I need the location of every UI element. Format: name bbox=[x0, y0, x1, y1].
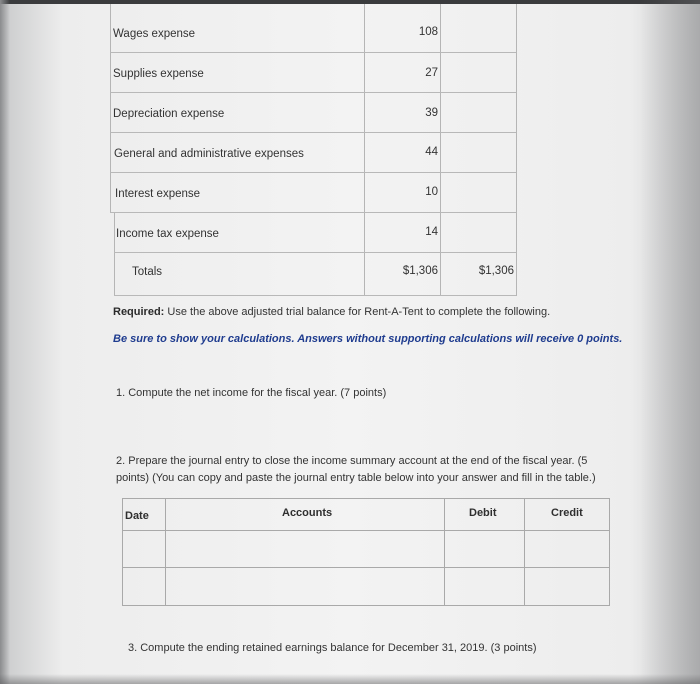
debit-cell[interactable] bbox=[445, 568, 524, 605]
accounts-cell[interactable] bbox=[166, 568, 444, 605]
required-label: Required: bbox=[113, 306, 165, 318]
totals-label: Totals bbox=[132, 266, 163, 278]
table-row-account: Interest expense bbox=[115, 188, 201, 200]
required-text: Use the above adjusted trial balance for Rent-A-Tent to complete the following. bbox=[164, 306, 551, 318]
question-2: 2. Prepare the journal entry to close the income summary account at the end of the fiscal year. (5 points) (You can copy and paste the journal entry table below into your answer and fill in the table.) bbox=[116, 455, 596, 484]
column-header-accounts: Accounts bbox=[282, 507, 333, 519]
table-row-debit: 27 bbox=[425, 67, 438, 79]
date-cell[interactable] bbox=[123, 531, 165, 567]
column-header-credit: Credit bbox=[551, 507, 583, 519]
credit-cell[interactable] bbox=[525, 568, 609, 605]
table-row-account: Income tax expense bbox=[116, 228, 219, 240]
question-3: 3. Compute the ending retained earnings balance for December 31, 2019. (3 points) bbox=[128, 642, 537, 654]
table-row-account: General and administrative expenses bbox=[114, 148, 304, 160]
credit-cell[interactable] bbox=[525, 531, 609, 567]
table-row-debit: 39 bbox=[425, 107, 438, 119]
debit-cell[interactable] bbox=[445, 531, 524, 567]
table-row-account: Supplies expense bbox=[113, 68, 204, 80]
table-row-account: Wages expense bbox=[113, 28, 196, 40]
totals-credit: $1,306 bbox=[478, 265, 514, 277]
table-row-account: Depreciation expense bbox=[113, 108, 225, 120]
required-instruction bbox=[113, 306, 550, 318]
calculation-note: Be sure to show your calculations. Answers without supporting calculations will receive 0 points. bbox=[113, 333, 623, 345]
table-row-debit: 10 bbox=[425, 186, 438, 198]
table-row-debit: 14 bbox=[425, 226, 438, 238]
accounts-cell[interactable] bbox=[166, 531, 444, 567]
top-edge bbox=[0, 0, 700, 4]
date-cell[interactable] bbox=[123, 568, 165, 605]
table-row-debit: 108 bbox=[418, 26, 438, 38]
column-header-debit: Debit bbox=[469, 507, 497, 519]
table-row-debit: 44 bbox=[425, 146, 438, 158]
question-1: 1. Compute the net income for the fiscal year. (7 points) bbox=[116, 387, 387, 399]
totals-debit: $1,306 bbox=[402, 265, 438, 277]
column-header-date: Date bbox=[125, 510, 149, 522]
